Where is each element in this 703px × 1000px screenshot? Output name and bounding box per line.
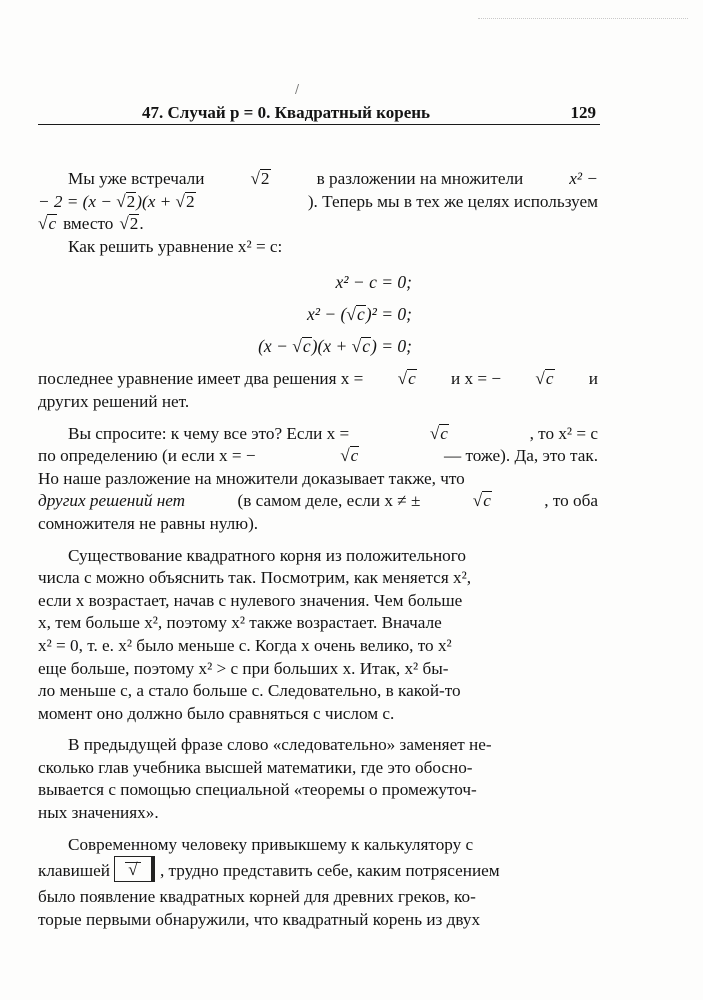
running-header	[38, 103, 598, 125]
equation: x² − c = 0;	[335, 272, 412, 293]
paragraph-line: сомножителя не равны нулю).	[38, 513, 259, 533]
paragraph-line: Существование квадратного корня из положительного	[68, 545, 466, 565]
paragraph-line: было появление квадратных корней для древних греков, ко-	[38, 887, 476, 907]
paragraph-line: Современному человеку привыкшему к калькулятору с	[68, 834, 474, 854]
paragraph-line: других решений нет (в самом деле, если x ≠ ± √c , то оба	[38, 490, 598, 513]
paragraph-line: если x возрастает, начав с нулевого значения. Чем больше	[38, 590, 463, 610]
paragraph-line: Мы уже встречали √2 в разложении на множители x² −	[68, 169, 598, 188]
paragraph-line: момент оно должно было сравняться с числом c.	[38, 703, 395, 723]
scan-mark: /	[295, 82, 300, 96]
paragraph-line: сколько глав учебника высшей математики, где это обосно-	[38, 757, 473, 777]
equation-block	[38, 266, 598, 362]
section-title: 47. Случай p = 0. Квадратный корень	[142, 103, 431, 122]
paragraph-line: ло меньше c, а стало больше c. Следовательно, в какой-то	[38, 681, 461, 701]
paragraph-line: по определению (и если x = − √c — тоже). Да, это так.	[38, 446, 598, 466]
paragraph-line: − 2 = (x − √2)(x + √2 ). Теперь мы в тех же целях используем	[38, 191, 598, 211]
emphasis: других решений нет	[38, 491, 186, 511]
paragraph-line: ных значениях».	[38, 803, 159, 823]
scan-artifact	[478, 18, 688, 21]
paragraph-line: вывается с помощью специальной «теоремы о промежуточ-	[38, 780, 477, 800]
equation: x² − (√c)² = 0;	[306, 304, 412, 325]
paragraph-line: x, тем больше x², поэтому x² также возрастает. Вначале	[38, 613, 442, 633]
paragraph-line: других решений нет.	[38, 391, 190, 411]
equation: (x − √c)(x + √c) = 0;	[258, 336, 412, 357]
paragraph-line: √c вместо √2.	[38, 214, 144, 234]
paragraph-line: торые первыми обнаружили, что квадратный корень из двух	[38, 909, 481, 929]
paragraph-line: Вы спросите: к чему все это? Если x = √c , то x² = c	[68, 423, 598, 443]
paragraph-line: клавишей √ , трудно представить себе, каким потрясением	[38, 856, 598, 886]
header-rule	[38, 124, 600, 125]
paragraph-line: еще больше, поэтому x² > c при больших x. Итак, x² бы-	[38, 658, 449, 678]
paragraph-line: Как решить уравнение x² = c:	[68, 236, 283, 256]
paragraph-line: числа c можно объяснить так. Посмотрим, как меняется x²,	[38, 568, 472, 588]
paragraph-line: x² = 0, т. е. x² было меньше c. Когда x очень велико, то x²	[38, 635, 452, 655]
page-number: 129	[570, 103, 596, 122]
paragraph-line: В предыдущей фразе слово «следовательно» заменяет не-	[68, 735, 492, 755]
paragraph-line: последнее уравнение имеет два решения x = √c и x = − √c и	[38, 369, 598, 389]
sqrt-key-icon: √	[114, 856, 152, 882]
page-body	[38, 168, 598, 931]
paragraph-line: Но наше разложение на множители доказывает также, что	[38, 468, 465, 488]
